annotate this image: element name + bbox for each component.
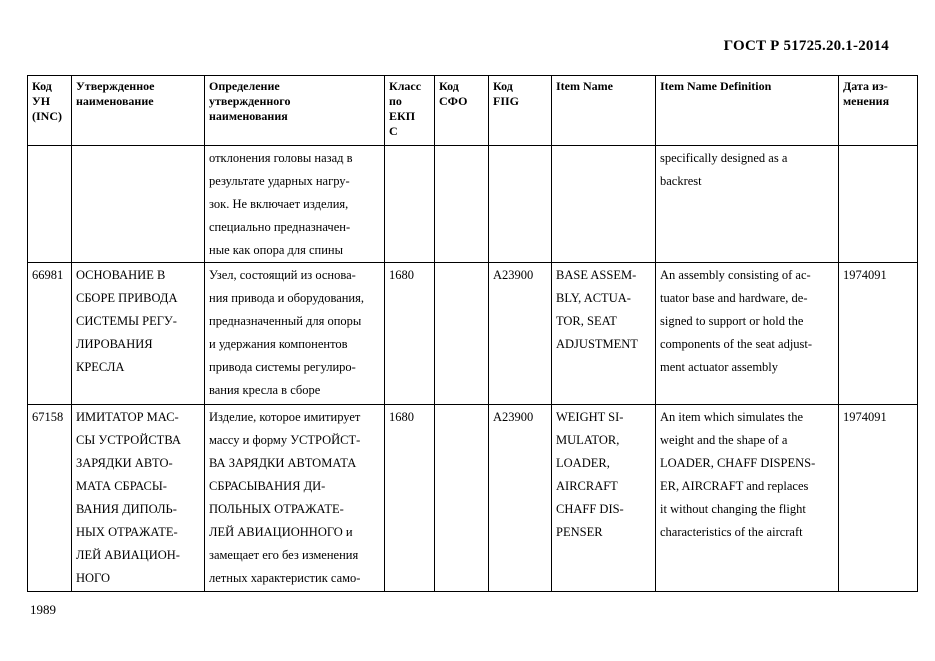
text-line: СЫ УСТРОЙСТВА bbox=[76, 433, 181, 447]
text-line: МАТА СБРАСЫ- bbox=[76, 479, 167, 493]
text-line: ЛЕЙ АВИАЦИОННОГО и bbox=[209, 525, 353, 539]
text-line: менения bbox=[843, 94, 890, 108]
text-line: Item Name Definition bbox=[660, 79, 772, 93]
cell-fiig bbox=[489, 146, 552, 263]
cell-item-name bbox=[552, 146, 656, 263]
header-approved-name bbox=[72, 76, 205, 146]
text-line: Код bbox=[493, 79, 513, 93]
text-line: CHAFF DIS- bbox=[556, 502, 624, 516]
text-line: MULATOR, bbox=[556, 433, 620, 447]
text-line: ЛЕЙ АВИАЦИОН- bbox=[76, 548, 180, 562]
cell-item-name bbox=[552, 405, 656, 592]
table-row bbox=[28, 263, 918, 405]
cell-inc: 66981 bbox=[28, 263, 72, 405]
text-line: наименования bbox=[209, 109, 288, 123]
text-line: An assembly consisting of ac- bbox=[660, 268, 811, 282]
page-number: 1989 bbox=[30, 602, 56, 617]
header-item-name-definition bbox=[656, 76, 839, 146]
cell-approved-name bbox=[72, 146, 205, 263]
text-line: предназначенный для опоры bbox=[209, 314, 362, 328]
document-standard-number: ГОСТ Р 51725.20.1-2014 bbox=[723, 38, 889, 54]
cell-name-definition bbox=[205, 146, 385, 263]
text-line: Изделие, которое имитирует bbox=[209, 410, 361, 424]
text-line: СФО bbox=[439, 94, 468, 108]
text-line: вания кресла в сборе bbox=[209, 383, 321, 397]
text-line: Узел, состоящий из основа- bbox=[209, 268, 356, 282]
text-line: Код bbox=[439, 79, 459, 93]
text-line: weight and the shape of a bbox=[660, 433, 788, 447]
cell-inc bbox=[28, 146, 72, 263]
text-line: НОГО bbox=[76, 571, 110, 585]
text-line: отклонения головы назад в bbox=[209, 151, 353, 165]
header-class bbox=[385, 76, 435, 146]
text-line: результате ударных нагру- bbox=[209, 174, 350, 188]
text-line: наименование bbox=[76, 94, 154, 108]
text-line: Item Name bbox=[556, 79, 613, 93]
table-row bbox=[28, 146, 918, 263]
text-line: УН bbox=[32, 94, 51, 108]
text-line: СБРАСЫВАНИЯ ДИ- bbox=[209, 479, 326, 493]
text-line: WEIGHT SI- bbox=[556, 410, 624, 424]
header-fiig bbox=[489, 76, 552, 146]
text-line: массу и форму УСТРОЙСТ- bbox=[209, 433, 361, 447]
header-change-date bbox=[839, 76, 918, 146]
text-line: утвержденного bbox=[209, 94, 291, 108]
table-header-row bbox=[28, 76, 918, 146]
header-name-definition bbox=[205, 76, 385, 146]
text-line: ПОЛЬНЫХ ОТРАЖАТЕ- bbox=[209, 502, 344, 516]
text-line: backrest bbox=[660, 174, 702, 188]
text-line: tuator base and hardware, de- bbox=[660, 291, 808, 305]
text-line: ЕКП bbox=[389, 109, 416, 123]
text-line: специально предназначен- bbox=[209, 220, 351, 234]
cell-change-date: 1974091 bbox=[839, 263, 918, 405]
text-line: ment actuator assembly bbox=[660, 360, 779, 374]
cell-fiig: A23900 bbox=[489, 263, 552, 405]
text-line: An item which simulates the bbox=[660, 410, 804, 424]
header-inc bbox=[28, 76, 72, 146]
text-line: КРЕСЛА bbox=[76, 360, 125, 374]
text-line: С bbox=[389, 124, 398, 138]
text-line: BASE ASSEM- bbox=[556, 268, 637, 282]
text-line: по bbox=[389, 94, 402, 108]
text-line: ЛИРОВАНИЯ bbox=[76, 337, 153, 351]
text-line: Утвержденное bbox=[76, 79, 155, 93]
text-line: ные как опора для спины bbox=[209, 243, 343, 257]
text-line: BLY, ACTUA- bbox=[556, 291, 631, 305]
text-line: TOR, SEAT bbox=[556, 314, 617, 328]
text-line: замещает его без изменения bbox=[209, 548, 359, 562]
text-line: СБОРЕ ПРИВОДА bbox=[76, 291, 178, 305]
cell-fiig: A23900 bbox=[489, 405, 552, 592]
text-line: СИСТЕМЫ РЕГУ- bbox=[76, 314, 177, 328]
text-line: летных характеристик само- bbox=[209, 571, 361, 585]
text-line: AIRCRAFT bbox=[556, 479, 618, 493]
text-line: ВАНИЯ ДИПОЛЬ- bbox=[76, 502, 177, 516]
cell-name-definition bbox=[205, 405, 385, 592]
text-line: specifically designed as a bbox=[660, 151, 788, 165]
cell-approved-name bbox=[72, 405, 205, 592]
cell-sfo bbox=[435, 146, 489, 263]
text-line: FIIG bbox=[493, 94, 520, 108]
text-line: ИМИТАТОР МАС- bbox=[76, 410, 179, 424]
text-line: НЫХ ОТРАЖАТЕ- bbox=[76, 525, 178, 539]
nomenclature-table bbox=[27, 75, 918, 592]
text-line: ния привода и оборудования, bbox=[209, 291, 364, 305]
cell-item-name-definition bbox=[656, 263, 839, 405]
text-line: и удержания компонентов bbox=[209, 337, 348, 351]
text-line: зок. Не включает изделия, bbox=[209, 197, 349, 211]
text-line: ЗАРЯДКИ АВТО- bbox=[76, 456, 173, 470]
text-line: ОСНОВАНИЕ В bbox=[76, 268, 166, 282]
text-line: Дата из- bbox=[843, 79, 888, 93]
text-line: it without changing the flight bbox=[660, 502, 806, 516]
text-line: Класс bbox=[389, 79, 422, 93]
header-sfo bbox=[435, 76, 489, 146]
text-line: (INC) bbox=[32, 109, 62, 123]
text-line: Код bbox=[32, 79, 52, 93]
text-line: PENSER bbox=[556, 525, 603, 539]
text-line: LOADER, CHAFF DISPENS- bbox=[660, 456, 816, 470]
text-line: components of the seat adjust- bbox=[660, 337, 813, 351]
cell-item-name-definition bbox=[656, 405, 839, 592]
text-line: characteristics of the aircraft bbox=[660, 525, 803, 539]
text-line: Определение bbox=[209, 79, 280, 93]
cell-class: 1680 bbox=[385, 263, 435, 405]
text-line: ADJUSTMENT bbox=[556, 337, 638, 351]
table-row bbox=[28, 405, 918, 592]
cell-class: 1680 bbox=[385, 405, 435, 592]
cell-inc: 67158 bbox=[28, 405, 72, 592]
text-line: signed to support or hold the bbox=[660, 314, 804, 328]
cell-name-definition bbox=[205, 263, 385, 405]
cell-item-name-definition bbox=[656, 146, 839, 263]
cell-change-date bbox=[839, 146, 918, 263]
text-line: привода системы регулиро- bbox=[209, 360, 356, 374]
cell-sfo bbox=[435, 405, 489, 592]
text-line: ВА ЗАРЯДКИ АВТОМАТА bbox=[209, 456, 357, 470]
header-item-name bbox=[552, 76, 656, 146]
cell-sfo bbox=[435, 263, 489, 405]
text-line: ER, AIRCRAFT and replaces bbox=[660, 479, 809, 493]
text-line: LOADER, bbox=[556, 456, 610, 470]
cell-class bbox=[385, 146, 435, 263]
cell-change-date: 1974091 bbox=[839, 405, 918, 592]
cell-item-name bbox=[552, 263, 656, 405]
cell-approved-name bbox=[72, 263, 205, 405]
